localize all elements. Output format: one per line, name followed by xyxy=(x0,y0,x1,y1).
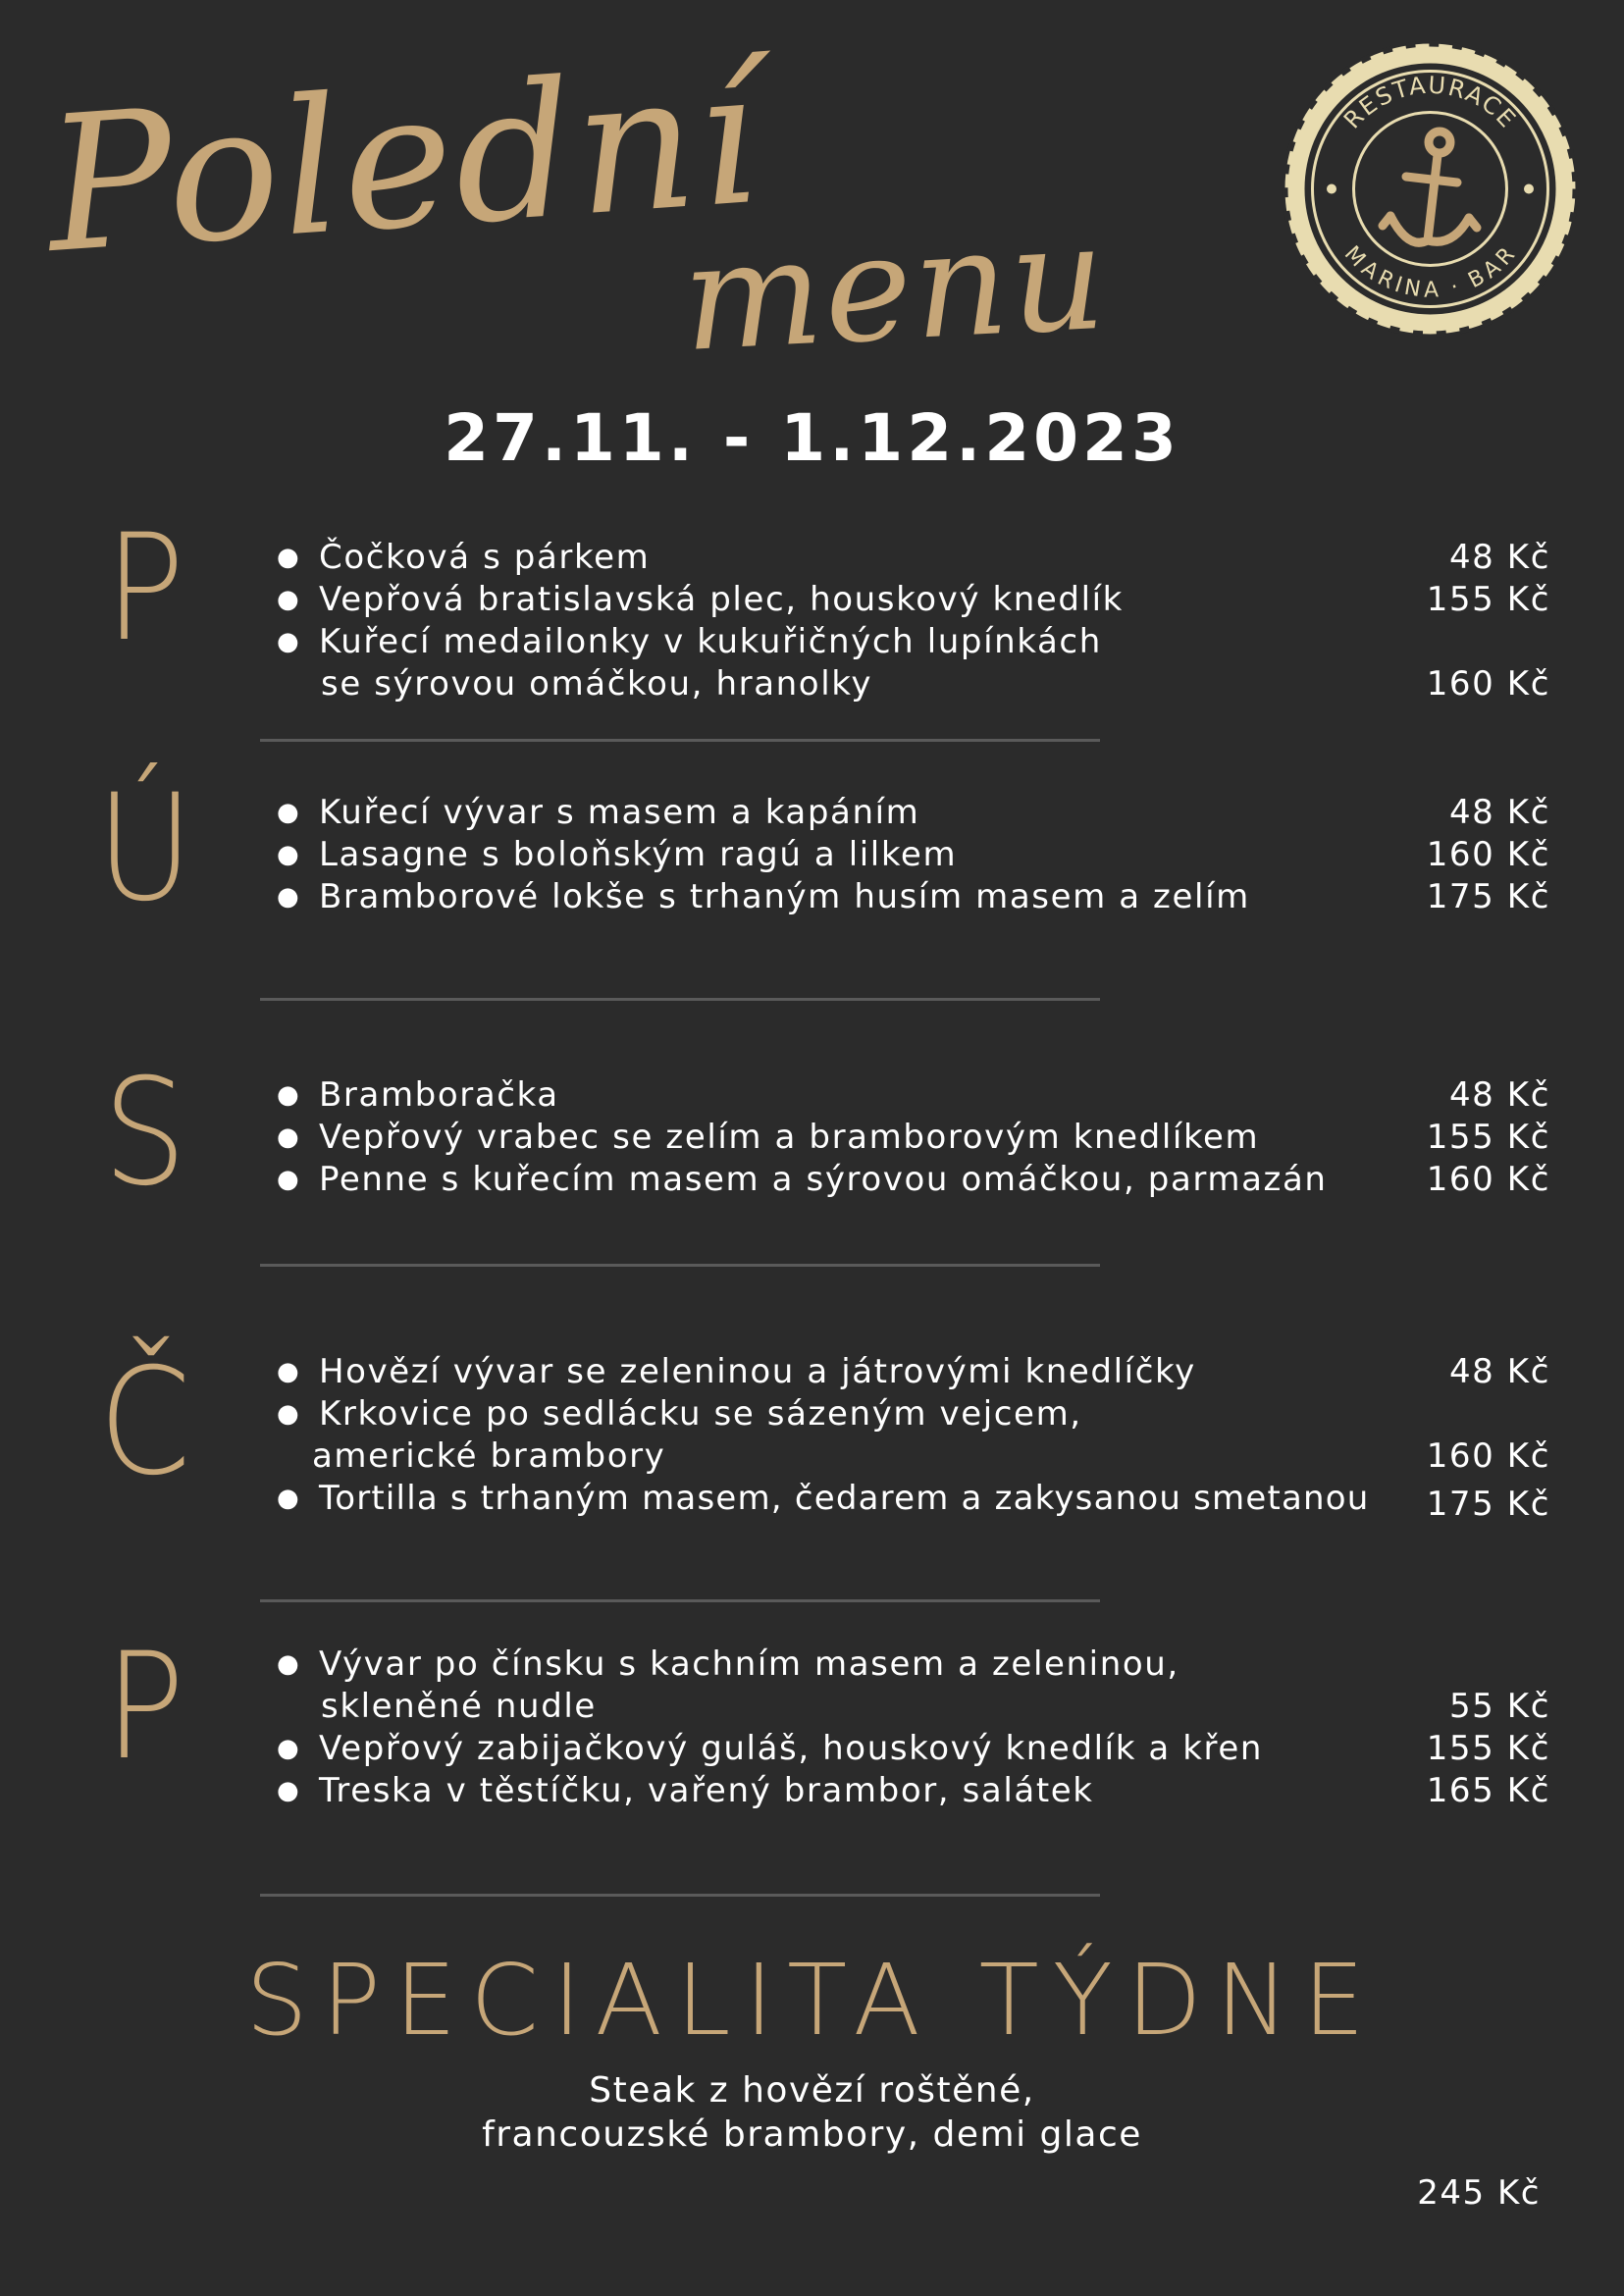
menu-item-price: 160 Kč xyxy=(1426,835,1550,874)
menu-item: ● Krkovice po sedlácku se sázeným vejcem, americké brambory 160 Kč xyxy=(277,1394,1550,1476)
menu-item-name-continued: se sýrovou omáčkou, hranolky xyxy=(321,664,873,704)
menu-item-price: 55 Kč xyxy=(1448,1687,1550,1726)
day-letter-wednesday: S xyxy=(102,1048,187,1219)
menu-item: ● Vepřový zabijačkový guláš, houskový knedlík a křen 155 Kč xyxy=(277,1729,1550,1768)
menu-item-price: 48 Kč xyxy=(1448,538,1550,577)
menu-item: ● Bramborové lokše s trhaným husím masem a zelím 175 Kč xyxy=(277,877,1550,916)
menu-item-price: 48 Kč xyxy=(1448,1352,1550,1391)
section-divider xyxy=(260,739,1100,742)
logo-bottom-text: MARINA · BAR xyxy=(1338,241,1522,303)
menu-item-name: Kuřecí medailonky v kukuřičných lupínkách xyxy=(319,622,1102,661)
menu-item-price: 48 Kč xyxy=(1448,1075,1550,1115)
section-divider xyxy=(260,1894,1100,1897)
section-divider xyxy=(260,1264,1100,1267)
menu-item-name: Krkovice po sedlácku se sázeným vejcem, xyxy=(319,1394,1082,1434)
special-of-week-title: SPECIALITA TÝDNE xyxy=(245,1943,1379,2058)
menu-item-name: Lasagne s boloňským ragú a lilkem xyxy=(319,835,958,874)
menu-item-price: 175 Kč xyxy=(1426,1485,1550,1524)
menu-item: ● Lasagne s boloňským ragú a lilkem 160 Kč xyxy=(277,835,1550,874)
title-word-polední: Polední xyxy=(39,27,766,294)
menu-item: ● Kuřecí medailonky v kukuřičných lupínkách se sýrovou omáčkou, hranolky 160 Kč xyxy=(277,622,1550,704)
menu-item-name: Vývar po čínsku s kachním masem a zeleninou, xyxy=(319,1644,1179,1684)
day-section-monday xyxy=(265,537,1550,705)
title-word-menu: menu xyxy=(678,191,1112,385)
menu-item: ● Čočková s párkem 48 Kč xyxy=(277,538,1550,577)
menu-item-price: 155 Kč xyxy=(1426,580,1550,619)
menu-item-name: Vepřová bratislavská plec, houskový knedlík xyxy=(319,580,1124,619)
menu-item-name: Hovězí vývar se zeleninou a játrovými knedlíčky xyxy=(319,1352,1196,1391)
menu-item-name: Kuřecí vývar s masem a kapáním xyxy=(319,793,920,832)
menu-item: ● Vepřová bratislavská plec, houskový knedlík 155 Kč xyxy=(277,580,1550,619)
day-letter-monday: P xyxy=(104,503,185,674)
menu-item-price: 160 Kč xyxy=(1426,1436,1550,1476)
day-letter-friday: P xyxy=(104,1622,185,1793)
day-section-wednesday xyxy=(265,1074,1550,1201)
menu-item: ● Bramboračka 48 Kč xyxy=(277,1075,1550,1115)
menu-item: ● Penne s kuřecím masem a sýrovou omáčkou, parmazán 160 Kč xyxy=(277,1160,1550,1199)
menu-item: ● Tortilla s trhaným masem, čedarem a zakysanou smetanou 175 Kč xyxy=(277,1479,1550,1524)
day-section-thursday xyxy=(265,1351,1550,1524)
menu-item-name-continued: americké brambory xyxy=(312,1436,666,1476)
logo-top-text: RESTAURACE xyxy=(1338,71,1523,134)
menu-item: ● Hovězí vývar se zeleninou a játrovými knedlíčky 48 Kč xyxy=(277,1352,1550,1391)
day-letter-thursday: Č xyxy=(98,1337,191,1508)
menu-item-price: 155 Kč xyxy=(1426,1729,1550,1768)
menu-date-range: 27.11. - 1.12.2023 xyxy=(444,400,1180,476)
menu-item-name: Čočková s párkem xyxy=(319,538,651,577)
menu-item-name: Treska v těstíčku, vařený brambor, salátek xyxy=(319,1771,1094,1810)
section-divider xyxy=(260,998,1100,1001)
menu-item-name: Vepřový zabijačkový guláš, houskový knedlík a křen xyxy=(319,1729,1264,1768)
menu-item-price: 160 Kč xyxy=(1426,664,1550,704)
section-divider xyxy=(260,1599,1100,1602)
menu-item: ● Kuřecí vývar s masem a kapáním 48 Kč xyxy=(277,793,1550,832)
menu-item-price: 160 Kč xyxy=(1426,1160,1550,1199)
special-description-line2: francouzské brambory, demi glace xyxy=(482,2114,1142,2155)
day-letter-tuesday: Ú xyxy=(96,763,193,934)
menu-item: ● Treska v těstíčku, vařený brambor, salátek 165 Kč xyxy=(277,1771,1550,1810)
menu-item-name: Penne s kuřecím masem a sýrovou omáčkou, parmazán xyxy=(319,1160,1328,1199)
menu-item: ● Vepřový vrabec se zelím a bramborovým knedlíkem 155 Kč xyxy=(277,1118,1550,1157)
menu-item-name: Bramboračka xyxy=(319,1075,559,1115)
day-section-friday xyxy=(265,1644,1550,1812)
menu-item-price: 155 Kč xyxy=(1426,1118,1550,1157)
special-description-line1: Steak z hovězí roštěné, xyxy=(589,2070,1035,2111)
menu-item-name-continued: skleněné nudle xyxy=(321,1687,597,1726)
menu-item: ● Vývar po čínsku s kachním masem a zeleninou, skleněné nudle 55 Kč xyxy=(277,1644,1550,1726)
menu-item-name: Tortilla s trhaným masem, čedarem a zakysanou smetanou xyxy=(319,1479,1370,1518)
restaurant-logo xyxy=(1281,39,1580,339)
day-section-tuesday xyxy=(265,792,1550,918)
menu-item-price: 48 Kč xyxy=(1448,793,1550,832)
menu-item-price: 165 Kč xyxy=(1426,1771,1550,1810)
menu-item-name: Vepřový vrabec se zelím a bramborovým knedlíkem xyxy=(319,1118,1260,1157)
menu-item-name: Bramborové lokše s trhaným husím masem a zelím xyxy=(319,877,1250,916)
menu-item-price: 175 Kč xyxy=(1426,877,1550,916)
special-price: 245 Kč xyxy=(1417,2173,1541,2213)
